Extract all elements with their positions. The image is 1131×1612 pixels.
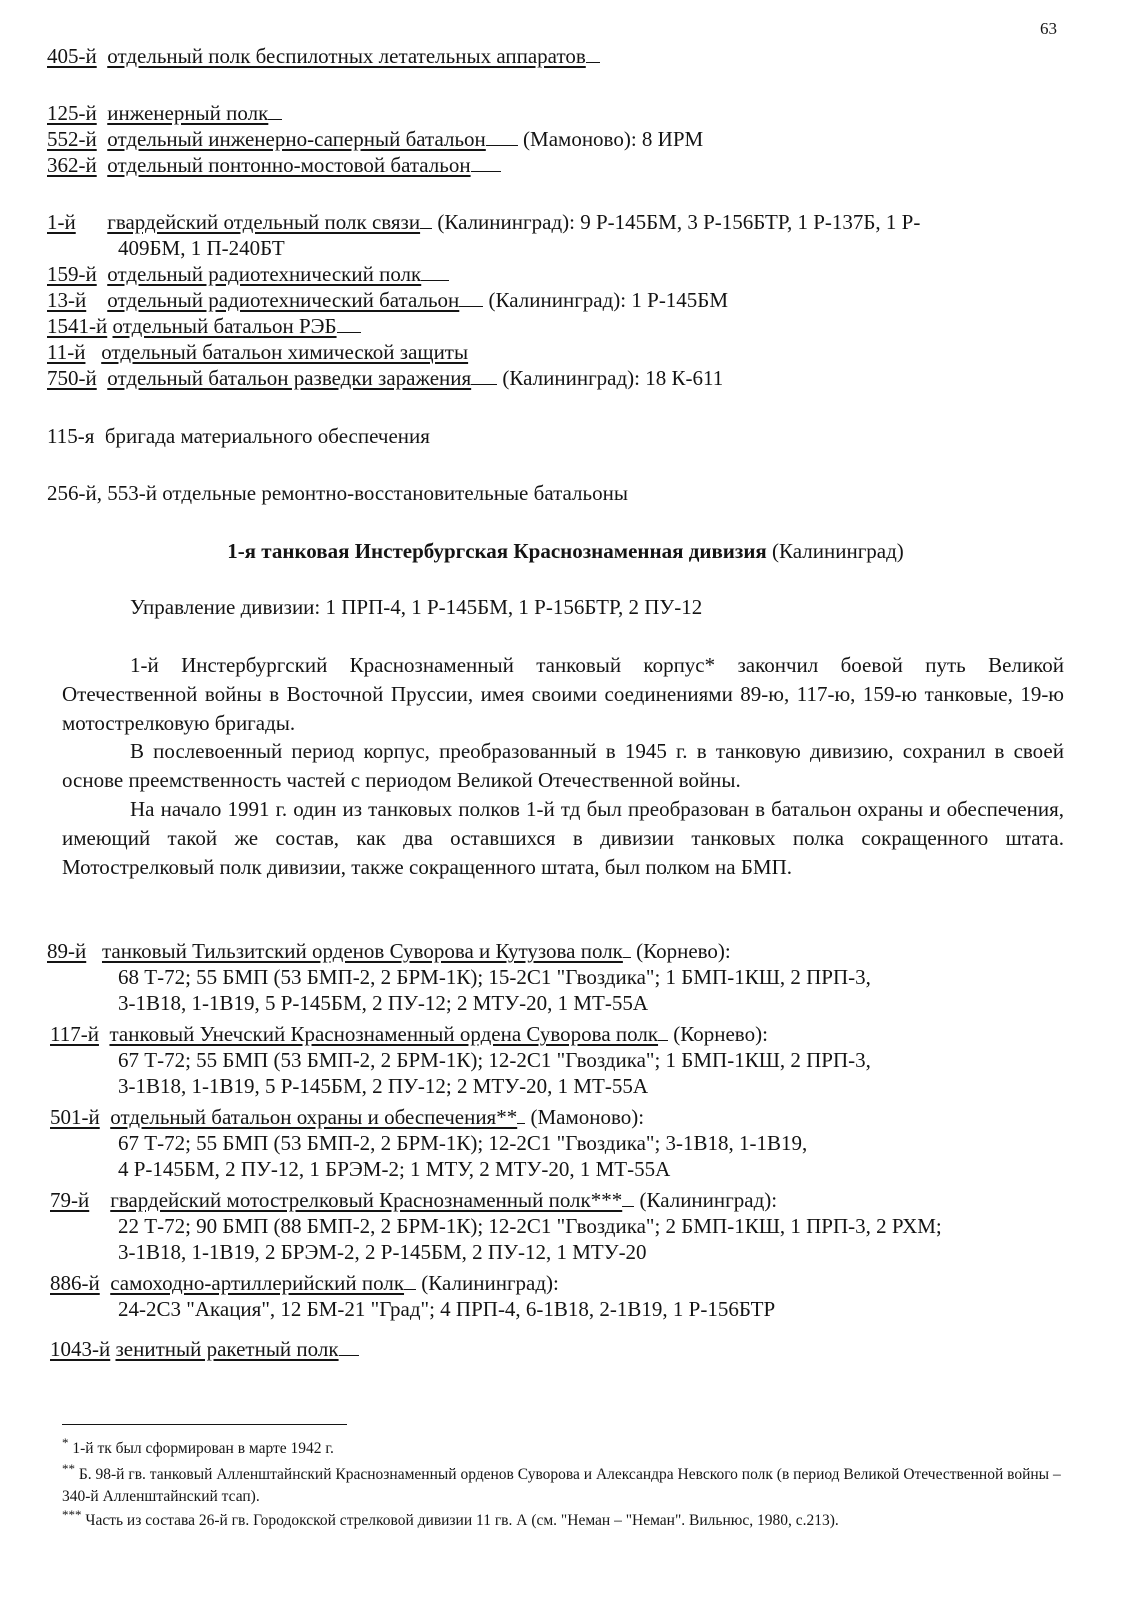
unit-detail: 3-1В18, 1-1В19, 2 БРЭМ-2, 2 Р-145БМ, 2 ПУ-12, 1 МТУ-20 [118, 1240, 647, 1264]
footnote-1 [62, 1432, 1067, 1460]
brigade-line: 115-я бригада материального обеспечения [47, 424, 430, 448]
unit-line-362 [47, 152, 501, 178]
unit-name: отдельный понтонно-мостовой батальон [107, 153, 471, 177]
unit-name: самоходно-артиллерийский полк [110, 1271, 405, 1295]
division-heading-location: (Калининград) [766, 539, 904, 563]
unit-line-89 [47, 938, 731, 964]
repair-line: 256-й, 553-й отдельные ремонтно-восстановительные батальоны [47, 481, 628, 505]
footnote-mark: * [62, 1435, 69, 1450]
unit-name: отдельный батальон разведки заражения [107, 366, 472, 390]
unit-number: 362-й [47, 153, 97, 177]
unit-name: отдельный батальон химической защиты [101, 340, 469, 364]
unit-line-79 [50, 1187, 777, 1213]
unit-extra-continuation: 409БМ, 1 П-240БТ [118, 236, 285, 260]
unit-line-13 [47, 287, 728, 313]
unit-extra: (Корнево): [673, 1022, 768, 1046]
paragraph-3: На начало 1991 г. один из танковых полков 1-й тд был преобразован в батальон охраны и обеспечения, имеющий такой же состав, как два оставшихся в дивизии танковых полка сокращенного штата. Мотострелковый полк дивизии, также сокращенного штата, был полком на БМП. [62, 797, 1064, 879]
unit-number: 1-й [47, 210, 76, 234]
unit-name: отдельный батальон РЭБ [112, 314, 337, 338]
paragraph-2: В послевоенный период корпус, преобразованный в 1945 г. в танковую дивизию, сохранил в своей основе преемственность частей с периодом Великой Отечественной войны. [62, 739, 1064, 792]
footnote-divider [62, 1424, 347, 1425]
unit-name: отдельный радиотехнический батальон [107, 288, 460, 312]
unit-extra: (Мамоново): [530, 1105, 645, 1129]
unit-number: 501-й [50, 1105, 100, 1129]
unit-name: отдельный полк беспилотных летательных аппаратов [107, 44, 586, 68]
unit-extra: (Калининград): 1 Р-145БМ [488, 288, 729, 312]
footnote-text: 1-й тк был сформирован в марте 1942 г. [72, 1440, 334, 1458]
unit-line-750 [47, 365, 723, 391]
footnote-mark: *** [62, 1507, 82, 1522]
footnote-2 [62, 1458, 1067, 1508]
footnote-mark: ** [62, 1461, 75, 1476]
unit-line-11 [47, 339, 468, 365]
unit-line-552 [47, 126, 703, 152]
unit-number: 125-й [47, 101, 97, 125]
unit-line-405 [47, 43, 600, 69]
unit-name: танковый Тильзитский орденов Суворова и Кутузова полк [101, 939, 623, 963]
unit-detail: 22 Т-72; 90 БМП (88 БМП-2, 2 БРМ-1К); 12-2С1 "Гвоздика"; 2 БМП-1КШ, 1 ПРП-3, 2 РХМ; [118, 1214, 942, 1238]
unit-name: отдельный радиотехнический полк [107, 262, 422, 286]
unit-line-125 [47, 100, 282, 126]
unit-detail: 3-1В18, 1-1В19, 5 Р-145БМ, 2 ПУ-12; 2 МТУ-20, 1 МТ-55А [118, 991, 649, 1015]
unit-name: отдельный батальон охраны и обеспечения** [110, 1105, 518, 1129]
unit-detail: 67 Т-72; 55 БМП (53 БМП-2, 2 БРМ-1К); 12-2С1 "Гвоздика"; 1 БМП-1КШ, 2 ПРП-3, [118, 1048, 871, 1072]
unit-extra: (Калининград): 9 Р-145БМ, 3 Р-156БТР, 1 Р-137Б, 1 Р- [437, 210, 921, 234]
unit-number: 552-й [47, 127, 97, 151]
division-heading [0, 538, 1131, 564]
unit-number: 405-й [47, 44, 97, 68]
division-heading-title: 1-я танковая Инстербургская Краснознаменная дивизия [227, 539, 767, 563]
unit-detail: 67 Т-72; 55 БМП (53 БМП-2, 2 БРМ-1К); 12-2С1 "Гвоздика"; 3-1В18, 1-1В19, [118, 1131, 808, 1155]
unit-detail: 4 Р-145БМ, 2 ПУ-12, 1 БРЭМ-2; 1 МТУ, 2 МТУ-20, 1 МТ-55А [118, 1157, 671, 1181]
unit-number: 11-й [47, 340, 86, 364]
unit-line-1043 [50, 1336, 359, 1362]
unit-detail: 68 Т-72; 55 БМП (53 БМП-2, 2 БРМ-1К); 15-2С1 "Гвоздика"; 1 БМП-1КШ, 2 ПРП-3, [118, 965, 871, 989]
unit-name: зенитный ракетный полк [115, 1337, 339, 1361]
unit-name: гвардейский мотострелковый Краснознаменный полк*** [110, 1188, 623, 1212]
unit-number: 1541-й [47, 314, 108, 338]
unit-extra: (Калининград): [639, 1188, 778, 1212]
unit-number: 79-й [50, 1188, 90, 1212]
unit-line-159 [47, 261, 449, 287]
unit-line-1541 [47, 313, 361, 339]
unit-line-117 [50, 1021, 768, 1047]
unit-extra: (Калининград): 18 К-611 [502, 366, 724, 390]
unit-line-501 [50, 1104, 644, 1130]
footnote-3 [62, 1504, 1067, 1532]
unit-number: 886-й [50, 1271, 100, 1295]
unit-number: 159-й [47, 262, 97, 286]
unit-extra: (Калининград): [421, 1271, 559, 1295]
unit-detail: 3-1В18, 1-1В19, 5 Р-145БМ, 2 ПУ-12; 2 МТУ-20, 1 МТ-55А [118, 1074, 649, 1098]
unit-name: отдельный инженерно-саперный батальон [107, 127, 486, 151]
page-number: 63 [1040, 19, 1057, 38]
unit-name: инженерный полк [107, 101, 269, 125]
unit-line-1 [47, 209, 920, 235]
unit-number: 13-й [47, 288, 87, 312]
paragraph-1: 1-й Инстербургский Краснознаменный танковый корпус* закончил боевой путь Великой Отечественной войны в Восточной Пруссии, имея своими соединениями 89-ю, 117-ю, 159-ю танковые, 19-ю мотострелковую бригады. [62, 653, 1064, 735]
unit-detail: 24-2С3 "Акация", 12 БМ-21 "Град"; 4 ПРП-4, 6-1В18, 2-1В19, 1 Р-156БТР [118, 1297, 776, 1321]
footnote-text: Б. 98-й гв. танковый Алленштайнский Краснознаменный орденов Суворова и Александра Невского полк (в период Великой Отечественной войны – 340-й Алленштайнский тсап). [62, 1466, 1061, 1506]
unit-extra: (Мамоново): 8 ИРМ [523, 127, 704, 151]
unit-number: 89-й [47, 939, 87, 963]
unit-number: 117-й [50, 1022, 99, 1046]
unit-number: 750-й [47, 366, 97, 390]
unit-name: гвардейский отдельный полк связи [107, 210, 421, 234]
unit-name: танковый Унечский Краснознаменный ордена Суворова полк [109, 1022, 659, 1046]
unit-line-886 [50, 1270, 559, 1296]
unit-number: 1043-й [50, 1337, 111, 1361]
division-hq: Управление дивизии: 1 ПРП-4, 1 Р-145БМ, 1 Р-156БТР, 2 ПУ-12 [130, 595, 703, 619]
unit-extra: (Корнево): [636, 939, 731, 963]
footnote-text: Часть из состава 26-й гв. Городокской стрелковой дивизии 11 гв. А (см. "Неман – "Неман". Вильнюс, 1980, с.213). [85, 1512, 839, 1530]
